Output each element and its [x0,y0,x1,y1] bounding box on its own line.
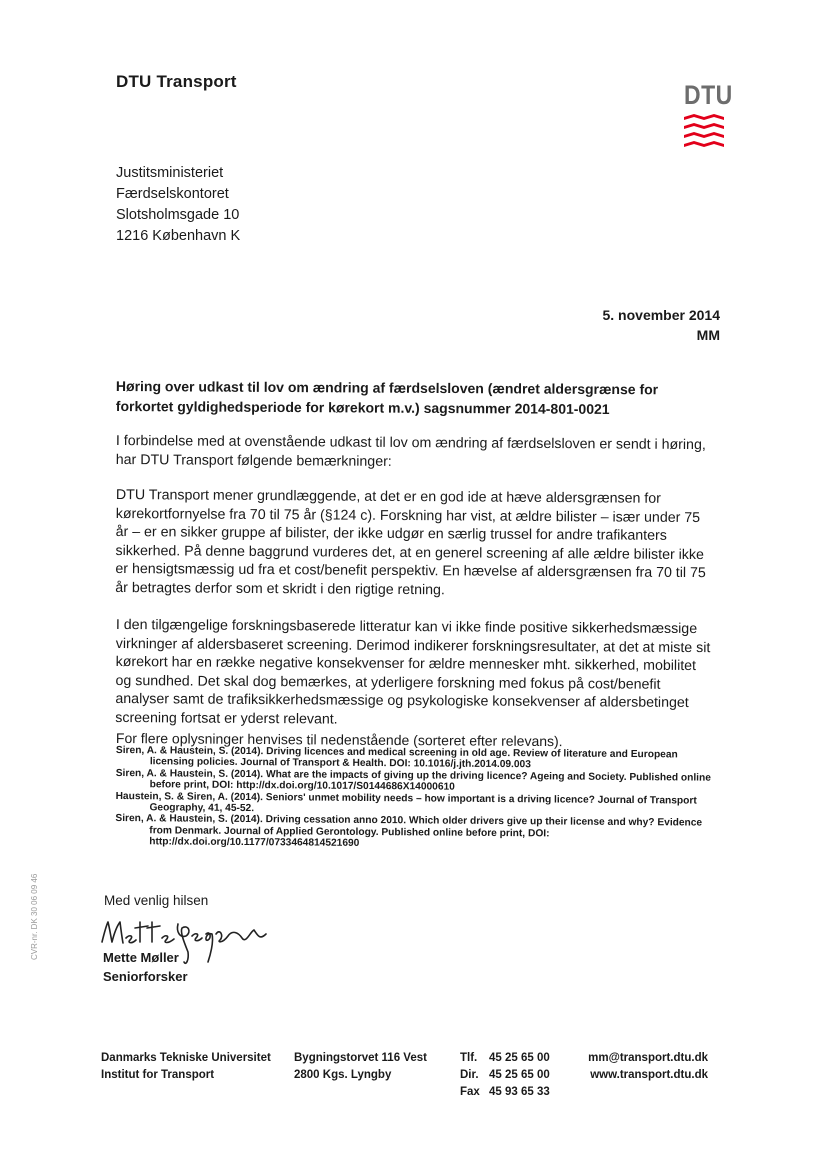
footer-website[interactable]: www.transport.dtu.dk [590,1069,708,1081]
phone-row [460,1067,550,1084]
phone-label: Dir. [460,1069,479,1081]
logo-text: DTU [684,79,733,110]
footer-line: Danmarks Tekniske Universitet [101,1052,271,1064]
footer-phones [460,1050,550,1101]
footer-contact [588,1050,708,1084]
reference-item: Siren, A. & Haustein, S. (2014). What are the impacts of giving up the driving licence? Ageing and Society. Published online before print, DOI: http://dx.doi.org/10.1017/S0144686X14000610 [115,767,711,793]
reference-item: Siren, A. & Haustein, S. (2014). Driving licences and medical screening in old age. Review of literature and European licensing policies. Journal of Transport & Health. DOI: 10.1016/j.jth.2014.09.003 [115,745,678,771]
footer-address [294,1050,427,1084]
signer-name: Mette Møller [103,950,179,965]
body-paragraph: I den tilgængelige forskningsbaserede litteratur kan vi ikke finde positive sikkerhedsmæssige virkninger af aldersbaseret screening. Derimod indikerer forskningsresultater, at det at miste sit kørekort har en række negative konsekvenser for ældre mennesker mht. sikkerhed, mobilitet og sundhed. Det skal dog bemærkes, at yderligere forskning med fokus på cost/benefit analyser samt de trafiksikkerhedsmæssige og psykologiske konsekvenser af aldersbetinget screening fortsat er yderst relevant. [115,617,711,728]
phone-number: 45 93 65 33 [489,1086,550,1098]
recipient-line: 1216 København K [116,228,241,244]
signer-title: Seniorforsker [103,968,188,984]
recipient-line: Justitsministeriet [116,165,224,181]
phone-number: 45 25 65 00 [489,1069,550,1081]
body-paragraph: I forbindelse med at ovenstående udkast til lov om ændring af færdselsloven er sendt i høring, har DTU Transport følgende bemærkninger: [115,432,706,470]
date-block [602,305,720,345]
reference-item: Haustein, S. & Siren, A. (2014). Seniors' unmet mobility needs – how important is a driving licence? Journal of Transport Geography, 41, 45-52. [115,790,697,815]
recipient-address [116,163,240,247]
dtu-logo [684,79,733,148]
footer-email[interactable]: mm@transport.dtu.dk [588,1052,708,1064]
phone-row [460,1084,550,1101]
phone-label: Fax [460,1086,480,1098]
references-list [115,745,716,852]
recipient-line: Slotsholmsgade 10 [116,207,240,223]
phone-label: Tlf. [460,1052,478,1064]
letter-subject: Høring over udkast til lov om ændring af færdselsloven (ændret aldersgrænse for forkortet gyldighedsperiode for kørekort m.v.) sagsnummer 2014-801-0021 [115,377,659,418]
organization-name: DTU Transport [116,72,237,91]
footer-line: Institut for Transport [101,1069,215,1081]
signer-block [103,949,188,986]
footer-line: Bygningstorvet 116 Vest [294,1052,427,1064]
footer-institution [101,1050,271,1084]
body-paragraph: DTU Transport mener grundlæggende, at det er en god ide at hæve aldersgrænsen for kørekortfornyelse fra 70 til 75 år (§124 c). Forskning har vist, at ældre bilister – især under 75 år – er en sikker gruppe af bilister, der ikke udgør en særlig trussel for andre trafikanters sikkerhed. På denne baggrund vurderes det, at en generel screening af alle ældre bilister ikke er hensigtsmæssig ud fra et cost/benefit perspektiv. En hævelse af aldersgrænsen fra 70 til 75 år betragtes derfor som et skridt i den rigtige retning. [115,486,706,599]
author-initials: MM [696,327,720,343]
reference-item: Siren, A. & Haustein, S. (2014). Driving cessation anno 2010. Which older drivers give up their license and why? Evidence from Denmark. Journal of Applied Gerontology. Published online before print, DOI: http://dx.doi.org/10.1177/0733464814521690 [115,813,703,850]
letter-date: 5. november 2014 [602,307,720,323]
phone-row [460,1050,550,1067]
logo-waves-icon [684,114,724,148]
closing-greeting: Med venlig hilsen [104,893,209,908]
footer-line: 2800 Kgs. Lyngby [294,1069,392,1081]
cvr-number: CVR-nr. DK 30 06 09 46 [30,873,39,960]
references-intro: For flere oplysninger henvises til nedenstående (sorteret efter relevans). [115,730,563,750]
phone-number: 45 25 65 00 [489,1052,550,1064]
recipient-line: Færdselskontoret [116,186,229,202]
